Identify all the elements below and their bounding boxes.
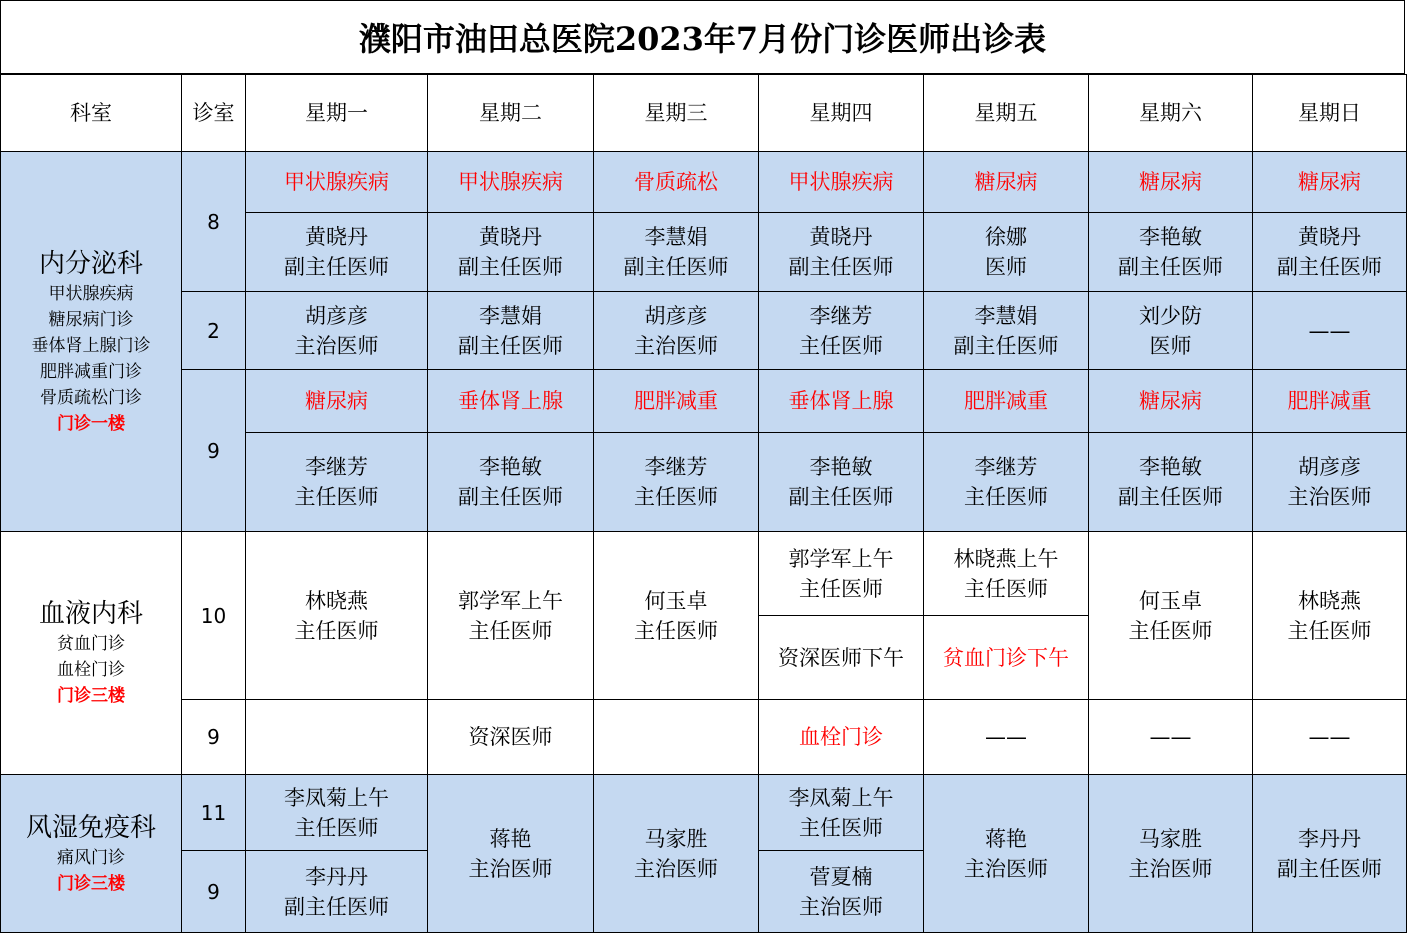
dept-clinic: 痛风门诊 — [57, 847, 125, 868]
doctor-cell — [428, 433, 594, 532]
doctor-title: 副主任医师 — [788, 485, 894, 509]
doctor-name: 林晓燕 — [305, 588, 368, 613]
doctor-title: 副主任医师 — [458, 255, 563, 279]
doctor-title: 副主任医师 — [1277, 856, 1382, 881]
specialty-cell: 糖尿病 — [1089, 152, 1253, 213]
doctor-cell — [1253, 433, 1407, 532]
header-dept: 科室 — [1, 75, 182, 152]
header-mon: 星期一 — [246, 75, 428, 152]
doctor-cell — [759, 292, 924, 370]
doctor-name: 李继芳 — [305, 455, 368, 479]
header-room: 诊室 — [182, 75, 246, 152]
dept-hematology-cell — [1, 532, 182, 775]
doctor-name: 李艳敏 — [1139, 455, 1202, 479]
room-number: 10 — [182, 532, 246, 700]
doctor-name: 李艳敏 — [809, 455, 873, 479]
header-sat: 星期六 — [1089, 75, 1253, 152]
dept-name: 风湿免疫科 — [25, 812, 156, 843]
doctor-title: 副主任医师 — [284, 255, 389, 279]
doctor-cell — [428, 213, 594, 292]
header-wed: 星期三 — [594, 75, 759, 152]
doctor-cell — [1089, 213, 1253, 292]
specialty-cell: 肥胖减重 — [924, 370, 1089, 433]
specialty-cell: 甲状腺疾病 — [246, 152, 428, 213]
dept-floor: 门诊三楼 — [57, 686, 125, 706]
room-number: 11 — [182, 775, 246, 851]
doctor-name: 黄晓丹 — [479, 225, 542, 249]
doctor-cell — [246, 433, 428, 532]
doctor-title: 医师 — [1149, 333, 1192, 358]
dept-floor: 门诊三楼 — [57, 873, 125, 894]
doctor-title: 主任医师 — [964, 485, 1048, 509]
doctor-cell — [759, 213, 924, 292]
dept-clinic: 贫血门诊 — [57, 634, 125, 654]
doctor-title: 主任医师 — [1128, 618, 1213, 643]
schedule-cell: 贫血门诊下午 — [924, 616, 1089, 700]
dept-name: 内分泌科 — [38, 248, 143, 279]
doctor-cell — [594, 213, 759, 292]
doctor-cell — [246, 775, 428, 851]
specialty-cell: 糖尿病 — [1089, 370, 1253, 433]
room-number: 2 — [182, 292, 246, 370]
doctor-title: 主任医师 — [799, 333, 883, 358]
doctor-name: 李艳敏 — [479, 455, 542, 479]
empty-dash-cell: —— — [1089, 700, 1253, 775]
doctor-name: 林晓燕 — [1298, 588, 1361, 613]
schedule-cell: 资深医师 — [428, 700, 594, 775]
doctor-title: 主治医师 — [1128, 856, 1213, 881]
dept-clinic: 甲状腺疾病 — [48, 283, 134, 304]
dept-clinic: 血栓门诊 — [57, 660, 125, 680]
specialty-cell: 肥胖减重 — [1253, 370, 1407, 433]
specialty-cell: 甲状腺疾病 — [428, 152, 594, 213]
doctor-title: 主治医师 — [799, 894, 883, 919]
doctor-title: 主任医师 — [799, 815, 883, 840]
doctor-name: 李凤菊上午 — [788, 785, 894, 810]
doctor-cell — [1089, 433, 1253, 532]
doctor-name: 李慧娟 — [644, 225, 708, 249]
doctor-cell — [594, 433, 759, 532]
doctor-cell — [924, 213, 1089, 292]
doctor-title: 主任医师 — [1287, 618, 1372, 643]
room-number: 9 — [182, 851, 246, 933]
endo-room8-specialty-row — [1, 152, 1407, 213]
endo-room2-row — [1, 292, 1407, 370]
doctor-title: 主任医师 — [468, 618, 553, 643]
doctor-name: 李继芳 — [974, 455, 1038, 479]
room-number: 9 — [182, 700, 246, 775]
doctor-name: 刘少防 — [1139, 303, 1202, 328]
blood-room9-row — [1, 700, 1407, 775]
schedule-cell — [594, 700, 759, 775]
doctor-cell — [759, 775, 924, 851]
specialty-cell: 甲状腺疾病 — [759, 152, 924, 213]
doctor-cell — [428, 292, 594, 370]
doctor-name: 李丹丹 — [1298, 826, 1361, 851]
doctor-cell — [1089, 775, 1253, 933]
doctor-cell — [1089, 532, 1253, 700]
doctor-title: 副主任医师 — [1118, 255, 1223, 279]
header-fri: 星期五 — [924, 75, 1089, 152]
doctor-cell — [759, 433, 924, 532]
dept-clinic: 肥胖减重门诊 — [40, 361, 142, 382]
doctor-title: 副主任医师 — [953, 333, 1059, 358]
dept-name: 血液内科 — [38, 599, 143, 629]
doctor-name: 胡彦彦 — [1298, 455, 1361, 479]
specialty-cell: 糖尿病 — [924, 152, 1089, 213]
header-tue: 星期二 — [428, 75, 594, 152]
doctor-name: 李继芳 — [809, 303, 873, 328]
empty-dash-cell: —— — [1253, 700, 1407, 775]
dept-endocrinology-cell — [1, 152, 182, 532]
dept-clinic: 垂体肾上腺门诊 — [31, 335, 151, 356]
doctor-title: 主任医师 — [799, 576, 883, 601]
doctor-title: 主任医师 — [294, 618, 379, 643]
specialty-cell: 糖尿病 — [1253, 152, 1407, 213]
schedule-cell: 资深医师下午 — [759, 616, 924, 700]
doctor-name: 马家胜 — [644, 826, 708, 851]
doctor-name: 黄晓丹 — [809, 225, 873, 249]
doctor-name: 黄晓丹 — [305, 225, 368, 249]
doctor-name: 黄晓丹 — [1298, 225, 1361, 249]
doctor-name: 徐娜 — [985, 225, 1027, 249]
doctor-name: 林晓燕上午 — [953, 546, 1059, 571]
doctor-title: 主治医师 — [294, 333, 379, 358]
doctor-title: 主治医师 — [468, 856, 553, 881]
doctor-name: 何玉卓 — [644, 588, 708, 613]
dept-rheumatology-cell — [1, 775, 182, 933]
doctor-title: 主任医师 — [294, 485, 379, 509]
doctor-title: 副主任医师 — [788, 255, 894, 279]
blood-room10-am-row — [1, 532, 1407, 616]
doctor-cell — [246, 213, 428, 292]
doctor-title: 主治医师 — [1287, 485, 1372, 509]
doctor-cell — [924, 292, 1089, 370]
doctor-title: 主任医师 — [634, 485, 718, 509]
doctor-title: 主治医师 — [964, 856, 1048, 881]
doctor-name: 蒋艳 — [489, 826, 532, 851]
rheum-room11-row — [1, 775, 1407, 851]
doctor-title: 副主任医师 — [1277, 255, 1382, 279]
specialty-cell: 垂体肾上腺 — [759, 370, 924, 433]
doctor-cell — [246, 292, 428, 370]
doctor-cell — [594, 532, 759, 700]
doctor-cell — [1253, 213, 1407, 292]
doctor-cell — [924, 775, 1089, 933]
header-sun: 星期日 — [1253, 75, 1407, 152]
doctor-title: 副主任医师 — [623, 255, 729, 279]
doctor-name: 郭学军上午 — [458, 588, 563, 613]
schedule-cell — [246, 700, 428, 775]
doctor-title: 副主任医师 — [284, 894, 389, 919]
doctor-title: 主治医师 — [634, 856, 718, 881]
specialty-cell: 垂体肾上腺 — [428, 370, 594, 433]
doctor-cell — [594, 292, 759, 370]
doctor-title: 主任医师 — [634, 618, 718, 643]
doctor-name: 李艳敏 — [1139, 225, 1202, 249]
doctor-cell — [1253, 532, 1407, 700]
doctor-title: 主治医师 — [634, 333, 718, 358]
doctor-name: 菅夏楠 — [809, 864, 873, 889]
doctor-cell — [759, 532, 924, 616]
endo-room9-specialty-row — [1, 370, 1407, 433]
doctor-cell — [246, 532, 428, 700]
empty-dash-cell: —— — [1253, 292, 1407, 370]
header-row — [1, 75, 1407, 152]
specialty-cell: 糖尿病 — [246, 370, 428, 433]
doctor-title: 医师 — [985, 255, 1027, 279]
doctor-title: 副主任医师 — [1118, 485, 1223, 509]
doctor-cell — [594, 775, 759, 933]
doctor-title: 主任医师 — [294, 815, 379, 840]
doctor-cell — [924, 532, 1089, 616]
doctor-name: 李慧娟 — [974, 303, 1038, 328]
room-number: 9 — [182, 370, 246, 532]
doctor-name: 何玉卓 — [1139, 588, 1202, 613]
doctor-name: 胡彦彦 — [305, 303, 368, 328]
empty-dash-cell: —— — [924, 700, 1089, 775]
doctor-cell — [1253, 775, 1407, 933]
doctor-name: 李凤菊上午 — [284, 785, 389, 810]
doctor-name: 李慧娟 — [479, 303, 542, 328]
schedule-cell: 血栓门诊 — [759, 700, 924, 775]
specialty-cell: 骨质疏松 — [594, 152, 759, 213]
doctor-name: 李继芳 — [644, 455, 708, 479]
doctor-name: 郭学军上午 — [788, 546, 894, 571]
doctor-cell — [428, 532, 594, 700]
doctor-title: 副主任医师 — [458, 333, 563, 358]
header-thu: 星期四 — [759, 75, 924, 152]
doctor-cell — [759, 851, 924, 933]
schedule-table — [0, 74, 1407, 933]
doctor-name: 蒋艳 — [985, 826, 1027, 851]
page-title: 濮阳市油田总医院2023年7月份门诊医师出诊表 — [0, 0, 1405, 74]
doctor-title: 主任医师 — [964, 576, 1048, 601]
doctor-name: 李丹丹 — [305, 864, 368, 889]
doctor-cell — [1089, 292, 1253, 370]
doctor-name: 马家胜 — [1139, 826, 1202, 851]
specialty-cell: 肥胖减重 — [594, 370, 759, 433]
room-number: 8 — [182, 152, 246, 292]
dept-floor: 门诊一楼 — [57, 413, 125, 434]
doctor-name: 胡彦彦 — [644, 303, 708, 328]
dept-clinic: 骨质疏松门诊 — [40, 387, 142, 408]
dept-clinic: 糖尿病门诊 — [48, 309, 134, 330]
doctor-cell — [246, 851, 428, 933]
doctor-title: 副主任医师 — [458, 485, 563, 509]
doctor-cell — [428, 775, 594, 933]
doctor-cell — [924, 433, 1089, 532]
